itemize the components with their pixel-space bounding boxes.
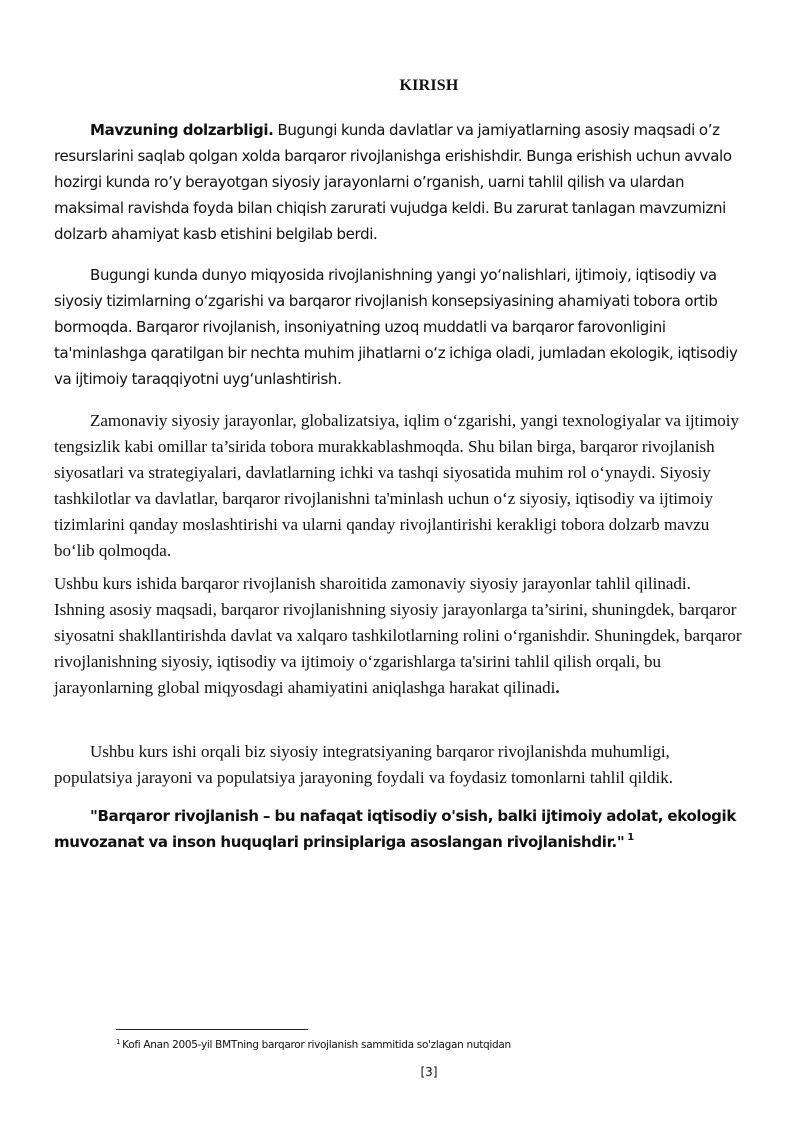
paragraph-relevance xyxy=(54,117,746,247)
page-title: KIRISH xyxy=(399,77,459,94)
page-number: [3] xyxy=(420,1065,438,1079)
course-goal-text: Ushbu kurs ishida barqaror rivojlanish sharoitida zamonaviy siyosiy jarayonlar tahlil qilinadi. Ishning asosiy maqsadi, barqaror rivojlanishning siyosiy jarayonlarga ta’sirini, shuningdek, barqaror siyosatni shakllantirishda davlat va xalqaro tashkilotlarning rolini oʻrganishdir. Shuningdek, barqaror rivojlanishning siyosiy, iqtisodiy va ijtimoiy oʻzgarishlarga ta'sirini tahlil qilish orqali, bu jarayonlarning global miqyosdagi ahamiyatini aniqlashga harakat qilinadi xyxy=(54,574,742,697)
paragraph-course-goal xyxy=(54,571,746,701)
relevance-text: Bugungi kunda davlatlar va jamiyatlarning asosiy maqsadi o’z resurslarini saqlab qolgan xolda barqaror rivojlanishga erishishdir. Bunga erishish uchun avvalo hozirgi kunda ro’y berayotgan siyosiy jarayonlarni o’rganish, uarni tahlil qilish va ulardan maksimal ravishda foyda bilan chiqish zarurati vujudga keldi. Bu zarurat tanlagan mavzumizni dolzarb ahamiyat kasb etishini belgilab berdi. xyxy=(54,121,732,243)
relevance-lead: Mavzuning dolzarbligi. xyxy=(90,121,274,139)
quote-text: "Barqaror rivojlanish – bu nafaqat iqtisodiy o'sish, balki ijtimoiy adolat, ekologik muvozanat va inson huquqlari prinsiplariga asoslangan rivojlanishdir." xyxy=(54,807,736,851)
footnote xyxy=(116,1039,511,1051)
footnote-reference[interactable]: 1 xyxy=(627,832,634,843)
quote-paragraph xyxy=(54,803,746,855)
footnote-divider xyxy=(116,1029,308,1030)
footnote-number: 1 xyxy=(116,1038,121,1046)
paragraph-conclusion: Ushbu kurs ishi orqali biz siyosiy integratsiyaning barqaror rivojlanishda muhumligi, populatsiya jarayoni va populatsiya jarayoning foydali va foydasiz tomonlarni tahlil qildik. xyxy=(54,742,673,787)
paragraph-development: Bugungi kunda dunyo miqyosida rivojlanishning yangi yoʻnalishlari, ijtimoiy, iqtisodiy va siyosiy tizimlarning oʻzgarishi va barqaror rivojlanish konsepsiyasining ahamiyati tobora ortib bormoqda. Barqaror rivojlanish, insoniyatning uzoq muddatli va barqaror farovonligini ta'minlashga qaratilgan bir nechta muhim jihatlarni oʻz ichiga oladi, jumladan ekologik, iqtisodiy va ijtimoiy taraqqiyotni uygʻunlashtirish. xyxy=(54,266,738,388)
paragraph-modern-politics: Zamonaviy siyosiy jarayonlar, globalizatsiya, iqlim oʻzgarishi, yangi texnologiyalar va ijtimoiy tengsizlik kabi omillar ta’sirida tobora murakkablashmoqda. Shu bilan birga, barqaror rivojlanish siyosatlari va strategiyalari, davlatlarning ichki va tashqi siyosatida muhim rol oʻynaydi. Siyosiy tashkilotlar va davlatlar, barqaror rivojlanishni ta'minlash uchun oʻz siyosiy, iqtisodiy va ijtimoiy tizimlarini qanday moslashtirishi va ularni qanday rivojlantirishi kerakligi tobora dolzarb mavzu boʻlib qolmoqda. xyxy=(54,411,739,560)
footnote-text: Kofi Anan 2005-yil BMTning barqaror rivojlanish sammitida so'zlagan nutqidan xyxy=(122,1039,511,1051)
course-goal-end: . xyxy=(555,678,560,697)
